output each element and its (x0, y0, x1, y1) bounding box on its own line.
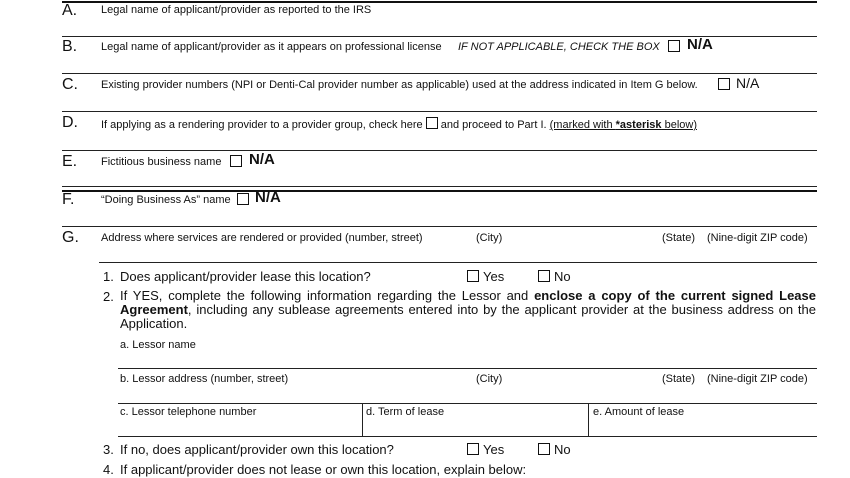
item-c-na-checkbox[interactable] (718, 78, 730, 90)
q3-no-checkbox[interactable] (538, 443, 550, 455)
q4-number: 4. (103, 462, 114, 477)
item-g-field-line[interactable] (99, 262, 817, 263)
top-rule (62, 1, 817, 3)
q3-number: 3. (103, 442, 114, 457)
item-a-label: Legal name of applicant/provider as reported to the IRS (101, 4, 372, 16)
item-f-field-line[interactable] (62, 226, 817, 227)
item-c-na-label: N/A (736, 75, 760, 91)
q3-yes-checkbox[interactable] (467, 443, 479, 455)
item-e-label: Fictitious business name (101, 156, 222, 168)
item-f-label: “Doing Business As” name (101, 194, 231, 206)
q1-yes-label: Yes (483, 269, 505, 284)
lessor-address-field-line[interactable] (118, 403, 817, 404)
q2-number: 2. (103, 289, 114, 304)
lessor-address-state: (State) (662, 373, 696, 385)
item-b-field-line[interactable] (62, 73, 817, 74)
item-g-letter: G. (62, 229, 79, 246)
lessor-cd-divider (362, 403, 363, 436)
item-d-letter: D. (62, 114, 78, 131)
item-d-rule (62, 150, 817, 151)
q1-no-label: No (554, 269, 571, 284)
lessor-phone-label: c. Lessor telephone number (120, 406, 257, 418)
q3-no-label: No (554, 442, 571, 457)
q2-text: If YES, complete the following information regarding the Lessor and enclose a copy of the current signed Lease Agreement, including any sublease agreements entered into by the applicant provider at the business address on the Application. (120, 288, 816, 331)
item-e-thick-rule (62, 190, 817, 192)
q4-text: If applicant/provider does not lease or own this location, explain below: (120, 462, 527, 477)
lessor-address-city: (City) (476, 373, 503, 385)
item-f-letter: F. (62, 191, 75, 208)
item-g-state: (State) (662, 232, 696, 244)
item-f-na-label: N/A (255, 189, 281, 206)
item-f-na-checkbox[interactable] (237, 193, 249, 205)
lease-amount-label: e. Amount of lease (593, 406, 685, 418)
item-b-letter: B. (62, 38, 78, 55)
item-d-label-pre: If applying as a rendering provider to a provider group, check here (101, 119, 423, 131)
lease-term-label: d. Term of lease (366, 406, 445, 418)
item-g-zip: (Nine-digit ZIP code) (707, 232, 808, 244)
item-d-label (101, 117, 697, 131)
item-b-na-checkbox[interactable] (668, 40, 680, 52)
item-a-letter: A. (62, 2, 78, 19)
lessor-address-label: b. Lessor address (number, street) (120, 373, 289, 385)
item-c-letter: C. (62, 76, 78, 93)
item-e-na-label: N/A (249, 151, 275, 168)
item-d-asterisk-note: (marked with *asterisk below) (549, 119, 697, 131)
q3-text: If no, does applicant/provider own this location? (120, 442, 394, 457)
item-d-label-post: and proceed to Part I. (440, 119, 547, 131)
q1-text: Does applicant/provider lease this location? (120, 269, 371, 284)
q1-no-checkbox[interactable] (538, 270, 550, 282)
lessor-name-label: a. Lessor name (120, 339, 196, 351)
item-e-letter: E. (62, 153, 78, 170)
q1-number: 1. (103, 269, 114, 284)
lessor-de-divider (588, 403, 589, 436)
lessor-address-zip: (Nine-digit ZIP code) (707, 373, 808, 385)
item-b-label: Legal name of applicant/provider as it appears on professional license (101, 41, 442, 53)
item-b-note: IF NOT APPLICABLE, CHECK THE BOX (458, 41, 660, 53)
item-g-city: (City) (476, 232, 503, 244)
item-g-label: Address where services are rendered or provided (number, street) (101, 232, 423, 244)
item-e-na-checkbox[interactable] (230, 155, 242, 167)
lessor-name-field-line[interactable] (118, 368, 817, 369)
q1-yes-checkbox[interactable] (467, 270, 479, 282)
item-d-rendering-checkbox[interactable] (426, 117, 438, 129)
q3-yes-label: Yes (483, 442, 505, 457)
item-c-label: Existing provider numbers (NPI or Denti-Cal provider number as applicable) used at the address indicated in Item G below. (101, 79, 698, 91)
lessor-cde-field-line[interactable] (118, 436, 817, 437)
item-e-field-line[interactable] (62, 186, 817, 187)
item-c-field-line[interactable] (62, 111, 817, 112)
item-b-na-label: N/A (687, 36, 713, 53)
